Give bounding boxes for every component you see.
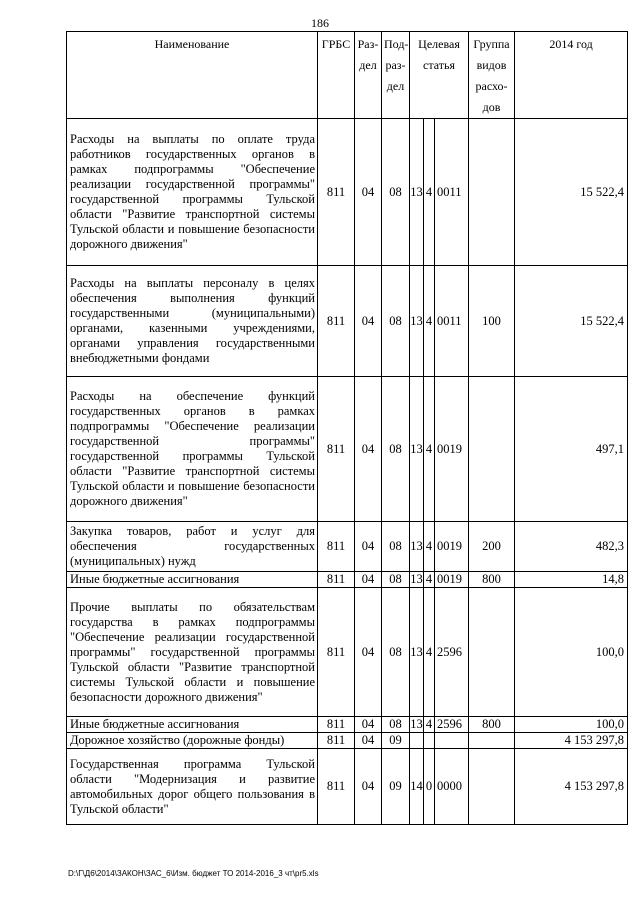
row-cs2: 4	[424, 377, 435, 522]
row-podrazdel: 08	[382, 588, 410, 717]
row-razdel: 04	[355, 717, 382, 733]
row-grbs: 811	[318, 733, 355, 749]
row-razdel: 04	[355, 749, 382, 825]
row-cs3: 0011	[435, 266, 469, 377]
row-group	[469, 377, 515, 522]
row-grbs: 811	[318, 266, 355, 377]
row-group: 100	[469, 266, 515, 377]
row-name: Государственная программа Тульской области "Модернизация и развитие автомобильных дорог общего пользования в Тульской области"	[67, 749, 318, 825]
row-group	[469, 588, 515, 717]
row-razdel: 04	[355, 572, 382, 588]
row-grbs: 811	[318, 717, 355, 733]
table-row	[67, 572, 628, 588]
row-grbs: 811	[318, 377, 355, 522]
row-grbs: 811	[318, 749, 355, 825]
row-razdel: 04	[355, 522, 382, 572]
row-cs1	[410, 733, 424, 749]
row-group: 200	[469, 522, 515, 572]
budget-table	[66, 31, 628, 825]
row-group	[469, 733, 515, 749]
table-row	[67, 717, 628, 733]
row-podrazdel: 09	[382, 749, 410, 825]
row-grbs: 811	[318, 588, 355, 717]
header-target: Целевая статья	[410, 32, 469, 119]
row-podrazdel: 08	[382, 119, 410, 266]
row-sum: 482,3	[515, 522, 628, 572]
row-cs3: 0019	[435, 572, 469, 588]
table-row	[67, 377, 628, 522]
row-cs1: 14	[410, 749, 424, 825]
row-podrazdel: 08	[382, 522, 410, 572]
row-cs3: 0000	[435, 749, 469, 825]
row-cs2: 4	[424, 588, 435, 717]
row-group: 800	[469, 572, 515, 588]
table-row	[67, 588, 628, 717]
row-cs2: 4	[424, 119, 435, 266]
header-grbs: ГРБС	[318, 32, 355, 119]
row-name: Расходы на выплаты по оплате труда работников государственных органов в рамках подпрограммы "Обеспечение реализации государственной программы" государственной программы Тульской области "Развитие транспортной системы Тульской области и повышение безопасности дорожного движения"	[67, 119, 318, 266]
row-cs1: 13	[410, 717, 423, 731]
row-name: Дорожное хозяйство (дорожные фонды)	[67, 733, 318, 749]
row-name: Расходы на выплаты персоналу в целях обеспечения выполнения функций государственными (муниципальными) органами, казенными учреждениями, органами управления государственными внебюджетными фондами	[67, 266, 318, 377]
row-sum: 15 522,4	[515, 119, 628, 266]
row-cs1: 13	[410, 572, 423, 586]
row-group: 800	[469, 717, 515, 733]
row-cs2	[424, 733, 435, 749]
row-cs1: 13	[410, 266, 424, 377]
table-row	[67, 266, 628, 377]
file-path-footer: D:\Г\Д6\2014\ЗАКОН\ЗАС_6\Изм. бюджет ТО 2014-2016_3 чт\pr5.xls	[68, 869, 319, 878]
row-name: Иные бюджетные ассигнования	[67, 572, 318, 588]
header-podrazdel: Под-раз-дел	[382, 32, 410, 119]
row-sum: 4 153 297,8	[515, 733, 628, 749]
row-sum: 4 153 297,8	[515, 749, 628, 825]
row-cs1: 13	[410, 119, 424, 266]
row-razdel: 04	[355, 588, 382, 717]
row-cs2: 4	[424, 717, 435, 733]
row-razdel: 04	[355, 266, 382, 377]
row-podrazdel: 08	[382, 717, 410, 733]
row-name: Закупка товаров, работ и услуг для обеспечения государственных (муниципальных) нужд	[67, 522, 318, 572]
table-row	[67, 119, 628, 266]
row-podrazdel: 08	[382, 377, 410, 522]
row-grbs: 811	[318, 572, 355, 588]
row-name: Иные бюджетные ассигнования	[67, 717, 318, 733]
row-cs3	[435, 733, 469, 749]
row-podrazdel: 09	[382, 733, 410, 749]
page-number: 186	[311, 16, 329, 30]
row-group	[469, 749, 515, 825]
table-row	[67, 749, 628, 825]
row-sum: 100,0	[515, 588, 628, 717]
row-name: Прочие выплаты по обязательствам государства в рамках подпрограммы "Обеспечение реализации государственной программы" государственной программы Тульской области "Развитие транспортной системы Тульской области и повышение безопасности дорожного движения"	[67, 588, 318, 717]
row-razdel: 04	[355, 733, 382, 749]
header-razdel: Раз-дел	[355, 32, 382, 119]
table-row	[67, 522, 628, 572]
row-podrazdel: 08	[382, 266, 410, 377]
table-row	[67, 733, 628, 749]
row-podrazdel: 08	[382, 572, 410, 588]
row-cs2: 4	[424, 266, 435, 377]
row-sum: 15 522,4	[515, 266, 628, 377]
header-group: Группа видов расхо-дов	[469, 32, 515, 119]
row-cs2: 4	[424, 572, 435, 588]
row-name: Расходы на обеспечение функций государственных органов в рамках подпрограммы "Обеспечение реализации государственной программы" государственной программы Тульской области "Развитие транспортной системы Тульской области и повышение безопасности дорожного движения"	[67, 377, 318, 522]
row-cs3: 2596	[435, 717, 469, 733]
row-razdel: 04	[355, 377, 382, 522]
row-razdel: 04	[355, 119, 382, 266]
row-cs1: 13	[410, 588, 424, 717]
row-cs3: 0011	[435, 119, 469, 266]
row-grbs: 811	[318, 522, 355, 572]
row-grbs: 811	[318, 119, 355, 266]
row-cs1: 13	[410, 522, 424, 572]
row-cs2: 4	[424, 522, 435, 572]
row-group	[469, 119, 515, 266]
header-name: Наименование	[67, 32, 318, 119]
row-cs2: 0	[424, 749, 435, 825]
row-cs3: 2596	[435, 588, 469, 717]
row-cs1: 13	[410, 377, 424, 522]
row-sum: 497,1	[515, 377, 628, 522]
row-sum: 100,0	[515, 717, 628, 733]
row-sum: 14,8	[515, 572, 628, 588]
header-year: 2014 год	[515, 32, 628, 119]
row-cs3: 0019	[435, 522, 469, 572]
row-cs3: 0019	[435, 377, 469, 522]
